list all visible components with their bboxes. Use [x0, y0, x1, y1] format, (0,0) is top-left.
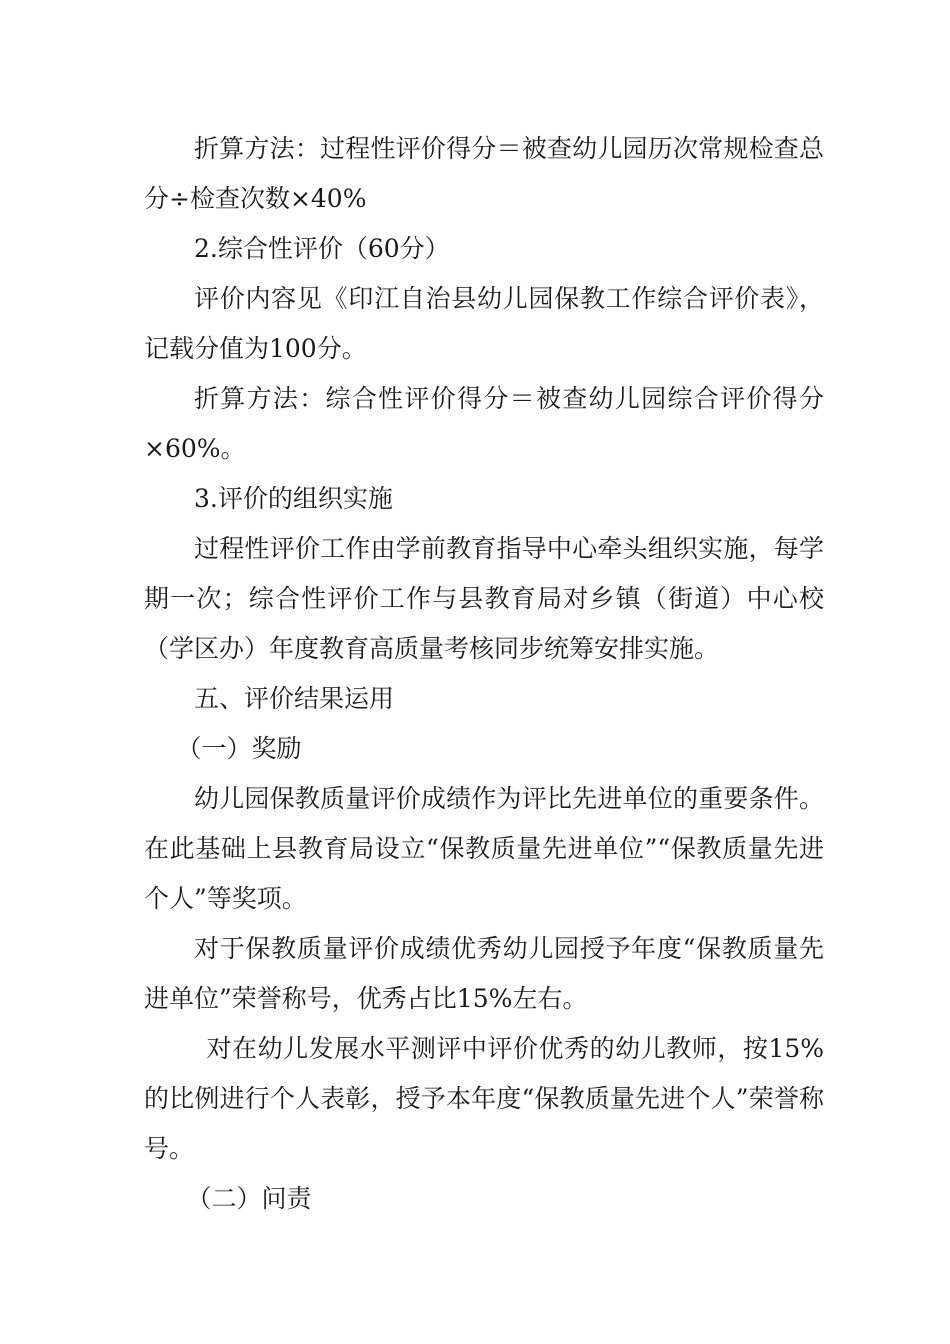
heading-rewards: （一）奖励: [176, 734, 302, 763]
paragraph-comprehensive-conversion: 折算方法：综合性评价得分＝被查幼儿园综合评价得分×60%。: [144, 384, 824, 463]
heading-comprehensive-evaluation: 2.综合性评价（60分）: [194, 234, 450, 263]
document-body: [144, 124, 824, 1224]
paragraph-advanced-unit: 对于保教质量评价成绩优秀幼儿园授予年度“保教质量先进单位”荣誉称号，优秀占比15%左右。: [144, 934, 824, 1013]
paragraph-organization: 过程性评价工作由学前教育指导中心牵头组织实施，每学期一次；综合性评价工作与县教育局对乡镇（街道）中心校（学区办）年度教育高质量考核同步统筹安排实施。: [144, 534, 824, 663]
heading-result-usage: 五、评价结果运用: [194, 684, 395, 713]
paragraph-process-conversion: 折算方法：过程性评价得分＝被查幼儿园历次常规检查总分÷检查次数×40%: [144, 134, 824, 213]
heading-accountability: （二）问责: [186, 1184, 312, 1213]
paragraph-advanced-individual: 对在幼儿发展水平测评中评价优秀的幼儿教师，按15%的比例进行个人表彰，授予本年度“保教质量先进个人”荣誉称号。: [144, 1034, 824, 1163]
paragraph-rewards-condition: 幼儿园保教质量评价成绩作为评比先进单位的重要条件。在此基础上县教育局设立“保教质量先进单位”“保教质量先进个人”等奖项。: [144, 784, 824, 913]
heading-organization: 3.评价的组织实施: [194, 484, 393, 513]
paragraph-evaluation-content: 评价内容见《印江自治县幼儿园保教工作综合评价表》，记载分值为100分。: [144, 284, 824, 363]
